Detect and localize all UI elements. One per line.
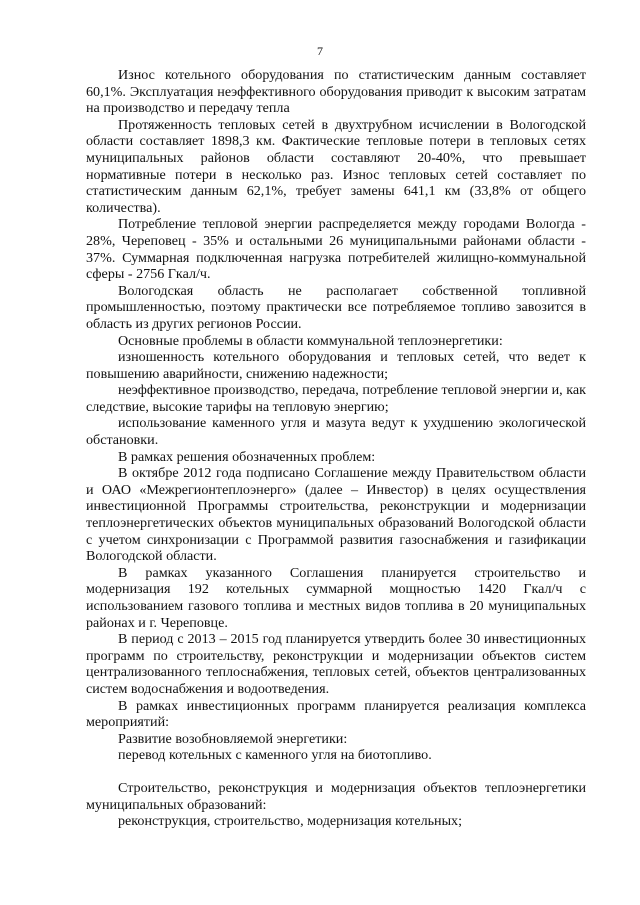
paragraph: Потребление тепловой энергии распределяется между городами Вологда - 28%, Череповец - 35% и остальными 26 муниципальными районами области - 37%. Суммарная подключенная нагрузка потребителей жилищно-коммунальной сферы - 2756 Гкал/ч. xyxy=(86,216,586,283)
paragraph: использование каменного угля и мазута ведут к ухудшению экологической обстановки. xyxy=(86,415,586,449)
paragraph: В рамках решения обозначенных проблем: xyxy=(118,448,376,465)
paragraph: перевод котельных с каменного угля на биотопливо. xyxy=(118,747,432,764)
paragraph: реконструкция, строительство, модернизация котельных; xyxy=(118,813,463,830)
paragraph-gap xyxy=(86,764,586,780)
paragraph: Протяженность тепловых сетей в двухтрубном исчислении в Вологодской области составляет 1898,3 км. Фактические тепловые потери в тепловых сетях муниципальных районов области составляют 20-40%, что превышает нормативные потери в несколько раз. Износ тепловых сетей составляет по статистическим данным 62,1%, требует замены 641,1 км (33,8% от общего количества). xyxy=(86,116,586,216)
document-body xyxy=(86,67,586,830)
paragraph: Основные проблемы в области коммунальной теплоэнергетики: xyxy=(118,332,503,349)
paragraph: Вологодская область не располагает собственной топливной промышленностью, поэтому практически все потребляемое топливо завозится в область из других регионов России. xyxy=(86,282,586,332)
paragraph: неэффективное производство, передача, потребление тепловой энергии и, как следствие, высокие тарифы на тепловую энергию; xyxy=(86,382,586,415)
paragraph: Строительство, реконструкция и модернизация объектов теплоэнергетики муниципальных образований: xyxy=(86,779,586,813)
paragraph: изношенность котельного оборудования и тепловых сетей, что ведет к повышению аварийности, снижению надежности; xyxy=(86,349,586,382)
paragraph: В рамках указанного Соглашения планируется строительство и модернизация 192 котельных суммарной мощностью 1420 Гкал/ч с использованием газового топлива и местных видов топлива в 20 муниципальных районах и г. Череповце. xyxy=(86,564,586,631)
paragraph: В рамках инвестиционных программ планируется реализация комплекса мероприятий: xyxy=(86,697,586,731)
paragraph: Износ котельного оборудования по статистическим данным составляет 60,1%. Эксплуатация неэффективного оборудования приводит к высоким затратам на производство и передачу тепла xyxy=(86,67,586,117)
paragraph: Развитие возобновляемой энергетики: xyxy=(118,730,348,747)
paragraph: В октябре 2012 года подписано Соглашение между Правительством области и ОАО «Межрегионтеплоэнерго» (далее – Инвестор) в целях осуществления инвестиционной Программы строительства, реконструкции и модернизации теплоэнергетических объектов муниципальных образований Вологодской области с учетом синхронизации с Программой развития газоснабжения и газификации Вологодской области. xyxy=(86,465,586,565)
page-number: 7 xyxy=(317,44,323,58)
paragraph: В период с 2013 – 2015 год планируется утвердить более 30 инвестиционных программ по строительству, реконструкции и модернизации объектов систем централизованного теплоснабжения, тепловых сетей, объектов централизованных систем водоснабжения и водоотведения. xyxy=(86,631,586,697)
